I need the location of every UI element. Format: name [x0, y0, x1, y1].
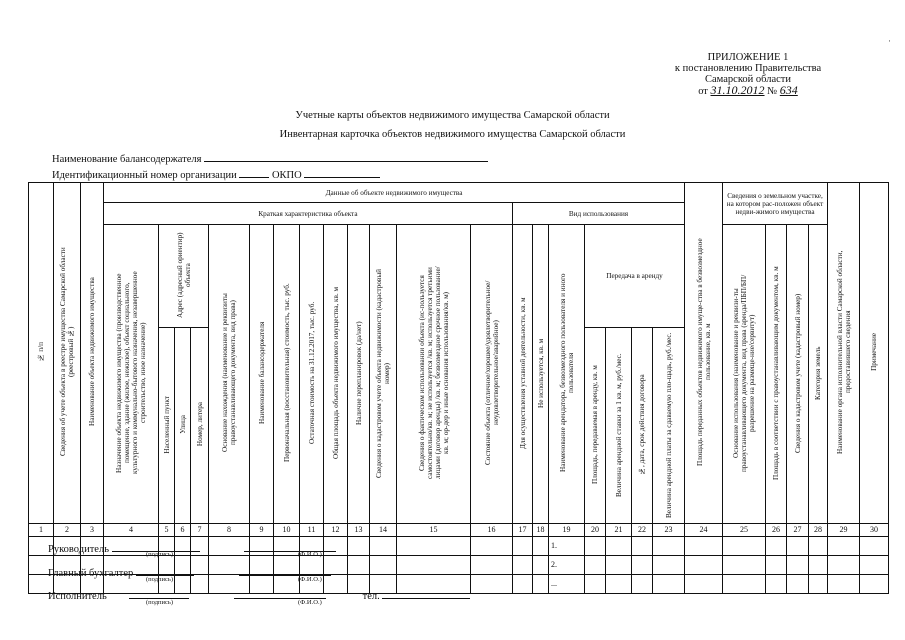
- corner-mark: ·: [888, 36, 891, 46]
- table-cell[interactable]: [585, 556, 606, 575]
- table-cell[interactable]: [370, 556, 397, 575]
- hdr-c22: №, дата, срок действия договора: [632, 328, 653, 524]
- sig-head-sign-cap: (подпись): [146, 551, 173, 558]
- hdr-land: Сведения о земельном участке, на котором рас-положен объект недви-жимого имущества: [723, 183, 828, 225]
- column-number-cell: 28: [809, 524, 828, 537]
- column-number-cell: 2: [54, 524, 81, 537]
- main-title: Учетные карты объектов недвижимого имущества Самарской области: [295, 110, 610, 121]
- sig-accountant-fio-line[interactable]: [239, 566, 331, 576]
- sig-accountant: [48, 566, 331, 579]
- hdr-c3: Наименование объекта недвижимого имущества: [81, 183, 104, 524]
- column-number-cell: 8: [209, 524, 250, 537]
- hdr-c15: Сведения о фактическом использовании объекта (ис-пользуется самостоятельно/кв. м; не используется /кв. м; используется третьими лицами (договор аренды) /кв. м; безвозмездное срочное пользование/кв. м; ор-дер и иные основания использования/кв. м): [397, 225, 471, 524]
- holder-line[interactable]: [204, 152, 488, 162]
- hdr-c27: Сведения о кадастровом учете (кадастровый номер): [787, 225, 809, 524]
- hdr-c9: Наименование балансодержателя: [250, 225, 274, 524]
- table-cell[interactable]: [585, 537, 606, 556]
- hdr-c17: Для осуществления уставной деятельности, кв. м: [513, 225, 533, 524]
- hdr-c24: Площадь переданных объектов недвижимого имуще-ства в безвозмездное пользование, кв. м: [685, 183, 723, 524]
- column-number-cell: 20: [585, 524, 606, 537]
- sig-accountant-fio-cap: (Ф.И.О.): [298, 576, 322, 583]
- table-cell[interactable]: [723, 537, 766, 556]
- table-cell[interactable]: [809, 575, 828, 594]
- hdr-c14: Сведения о кадастровом учете объекта недвижимости (кадастровый номер): [370, 225, 397, 524]
- hdr-short-char: Краткая характеристика объекта: [104, 203, 513, 225]
- sig-executor: [48, 589, 470, 602]
- sig-executor-sign-cap: (подпись): [146, 599, 173, 606]
- table-cell[interactable]: 2.: [549, 556, 585, 575]
- column-number-cell: 7: [191, 524, 209, 537]
- column-number-cell: 21: [606, 524, 632, 537]
- hdr-c8: Основание нахождения (наименование и реквизиты правоустанавливающего документа, вид права): [209, 225, 250, 524]
- hdr-c5: Населенный пункт: [159, 328, 175, 524]
- sig-accountant-label: Главный бухгалтер: [48, 568, 134, 579]
- sig-accountant-sign-cap: (подпись): [146, 576, 173, 583]
- column-number-cell: 26: [766, 524, 787, 537]
- table-cell[interactable]: [632, 537, 653, 556]
- column-number-cell: 1: [29, 524, 54, 537]
- date-handwritten: 31.10.2012: [710, 83, 765, 97]
- column-number-cell: 13: [348, 524, 370, 537]
- okpo-label: ОКПО: [271, 170, 302, 181]
- hdr-c25: Основание использования (наименование и реквизи-ты правоустанавливающего документа, вид права (аренда/ПБП/БП/разрешение на размеще-ние/сервитут): [723, 225, 766, 524]
- column-numbers-row: [29, 524, 889, 537]
- table-cell[interactable]: [370, 537, 397, 556]
- hdr-rent: Передача в аренду: [585, 225, 685, 328]
- table-cell[interactable]: [606, 537, 632, 556]
- column-number-cell: 19: [549, 524, 585, 537]
- column-number-cell: 10: [274, 524, 300, 537]
- sub-title: Инвентарная карточка объектов недвижимого имущества Самарской области: [279, 129, 626, 140]
- column-number-cell: 24: [685, 524, 723, 537]
- table-cell[interactable]: [787, 537, 809, 556]
- table-cell[interactable]: ...: [549, 575, 585, 594]
- sig-executor-fio-cap: (Ф.И.О.): [298, 599, 322, 606]
- table-cell[interactable]: [471, 575, 513, 594]
- hdr-c12: Общая площадь объекта недвижимого имущества, кв. м: [324, 225, 348, 524]
- hdr-c21: Величина арендной ставки за 1 кв. м, руб./мес.: [606, 328, 632, 524]
- column-number-cell: 5: [159, 524, 175, 537]
- table-cell[interactable]: [809, 537, 828, 556]
- sig-head-label: Руководитель: [48, 544, 109, 555]
- table-cell[interactable]: [685, 556, 723, 575]
- column-number-cell: 17: [513, 524, 533, 537]
- table-cell[interactable]: [471, 556, 513, 575]
- column-number-cell: 6: [175, 524, 191, 537]
- column-number-cell: 18: [533, 524, 549, 537]
- table-cell[interactable]: [828, 556, 860, 575]
- hdr-c26: Площадь в соответствии с правоустанавливающим документом, кв. м: [766, 225, 787, 524]
- table-cell[interactable]: [513, 575, 533, 594]
- table-cell[interactable]: [828, 575, 860, 594]
- holder-label: Наименование балансодержателя: [52, 154, 202, 165]
- okpo-line[interactable]: [304, 168, 380, 178]
- table-cell[interactable]: [533, 537, 549, 556]
- table-cell[interactable]: [685, 537, 723, 556]
- sig-executor-label: Исполнитель: [48, 591, 107, 602]
- inventory-table: [28, 182, 889, 594]
- table-cell[interactable]: [513, 556, 533, 575]
- table-cell[interactable]: [397, 537, 471, 556]
- table-cell[interactable]: [632, 556, 653, 575]
- hdr-usage: Вид использования: [513, 203, 685, 225]
- table-cell[interactable]: [632, 575, 653, 594]
- column-number-cell: 30: [860, 524, 889, 537]
- hdr-c7: Номер, литера: [191, 328, 209, 524]
- table-cell[interactable]: [685, 575, 723, 594]
- hdr-c20: Площадь, передаваемая в аренду, кв. м: [585, 328, 606, 524]
- hdr-c19: Наименование арендатора, безвозмездного пользователя и иного пользователя: [549, 225, 585, 524]
- table-cell[interactable]: [787, 556, 809, 575]
- hdr-c23: Величина арендной платы за сдаваемую пло-щадь, руб./мес.: [653, 328, 685, 524]
- idnum-line[interactable]: [239, 168, 269, 178]
- table-cell[interactable]: [653, 537, 685, 556]
- column-number-cell: 9: [250, 524, 274, 537]
- table-cell[interactable]: [471, 537, 513, 556]
- table-cell[interactable]: [860, 556, 889, 575]
- table-cell[interactable]: [348, 556, 370, 575]
- hdr-c16: Состояние объекта (отличное/хорошее/удовлетворительное/ неудовлетворительное/аварийное): [471, 225, 513, 524]
- column-number-cell: 12: [324, 524, 348, 537]
- table-cell[interactable]: [533, 575, 549, 594]
- table-cell[interactable]: [787, 575, 809, 594]
- table-cell[interactable]: [828, 537, 860, 556]
- table-cell[interactable]: [766, 556, 787, 575]
- sig-executor-fio-line[interactable]: [234, 589, 326, 599]
- hdr-c10: Первоначальная (восстановительная) стоимость, тыс. руб.: [274, 225, 300, 524]
- column-number-cell: 23: [653, 524, 685, 537]
- sig-head: [48, 542, 336, 555]
- idnum-field: [52, 168, 380, 181]
- hdr-c30: Примечание: [860, 183, 889, 524]
- hdr-c4: Назначение объекта недвижимого имущества (производственное помещение, здание (жилое, нежилое), объект социального, культурного и коммунально-бытового назначения, незавершенное строительство, иное назначение): [104, 225, 159, 524]
- table-cell[interactable]: [653, 575, 685, 594]
- appendix-date-line: [648, 85, 848, 97]
- table-cell[interactable]: [348, 537, 370, 556]
- appendix-line2: к постановлению Правительства: [674, 63, 822, 74]
- table-cell[interactable]: [513, 537, 533, 556]
- date-prefix: от: [698, 86, 708, 97]
- table-cell[interactable]: [860, 537, 889, 556]
- num-prefix: №: [767, 86, 778, 97]
- num-handwritten: 634: [779, 83, 798, 97]
- hdr-c2: Сведения об учете объекта в реестре имущества Самарской области (реестровый №): [54, 183, 81, 524]
- sig-head-fio-line[interactable]: [244, 542, 336, 552]
- hdr-c11: Остаточная стоимость на 31.12.2017, тыс. руб.: [300, 225, 324, 524]
- column-number-cell: 16: [471, 524, 513, 537]
- hdr-address: Адрес (адресный ориентир) объекта: [159, 225, 209, 328]
- table-cell[interactable]: [766, 537, 787, 556]
- tel-line[interactable]: [382, 589, 470, 599]
- sig-executor-sign-line[interactable]: [129, 589, 189, 599]
- hdr-c29: Наименование органа исполнительной власти Самарской области, предоставившего сведения: [828, 183, 860, 524]
- tel-label: тел.: [362, 591, 380, 602]
- idnum-label: Идентификационный номер организации: [52, 170, 237, 181]
- hdr-c1: № п/п: [29, 183, 54, 524]
- column-number-cell: 3: [81, 524, 104, 537]
- table-cell[interactable]: [397, 556, 471, 575]
- table-cell[interactable]: [606, 556, 632, 575]
- appendix-line3: Самарской области: [705, 74, 791, 85]
- table-cell[interactable]: [860, 575, 889, 594]
- appendix-block: [648, 52, 848, 97]
- hdr-c13: Наличие перепланировок (да/нет): [348, 225, 370, 524]
- table-cell[interactable]: [766, 575, 787, 594]
- hdr-c28: Категория земель: [809, 225, 828, 524]
- sig-head-fio-cap: (Ф.И.О.): [298, 551, 322, 558]
- column-number-cell: 11: [300, 524, 324, 537]
- sig-accountant-sign-line[interactable]: [136, 566, 194, 576]
- table-cell[interactable]: [653, 556, 685, 575]
- table-cell[interactable]: [585, 575, 606, 594]
- appendix-line1: ПРИЛОЖЕНИЕ 1: [707, 52, 789, 63]
- table-cell[interactable]: [723, 575, 766, 594]
- column-number-cell: 4: [104, 524, 159, 537]
- column-number-cell: 15: [397, 524, 471, 537]
- column-number-cell: 25: [723, 524, 766, 537]
- hdr-c6: Улица: [175, 328, 191, 524]
- column-number-cell: 27: [787, 524, 809, 537]
- table-cell[interactable]: [533, 556, 549, 575]
- hdr-data-object: Данные об объекте недвижимого имущества: [104, 183, 685, 203]
- table-cell[interactable]: 1.: [549, 537, 585, 556]
- column-number-cell: 14: [370, 524, 397, 537]
- column-number-cell: 29: [828, 524, 860, 537]
- table-cell[interactable]: [606, 575, 632, 594]
- holder-field: [52, 152, 488, 165]
- column-number-cell: 22: [632, 524, 653, 537]
- hdr-c18: Не используется, кв. м: [533, 225, 549, 524]
- table-cell[interactable]: [809, 556, 828, 575]
- table-cell[interactable]: [723, 556, 766, 575]
